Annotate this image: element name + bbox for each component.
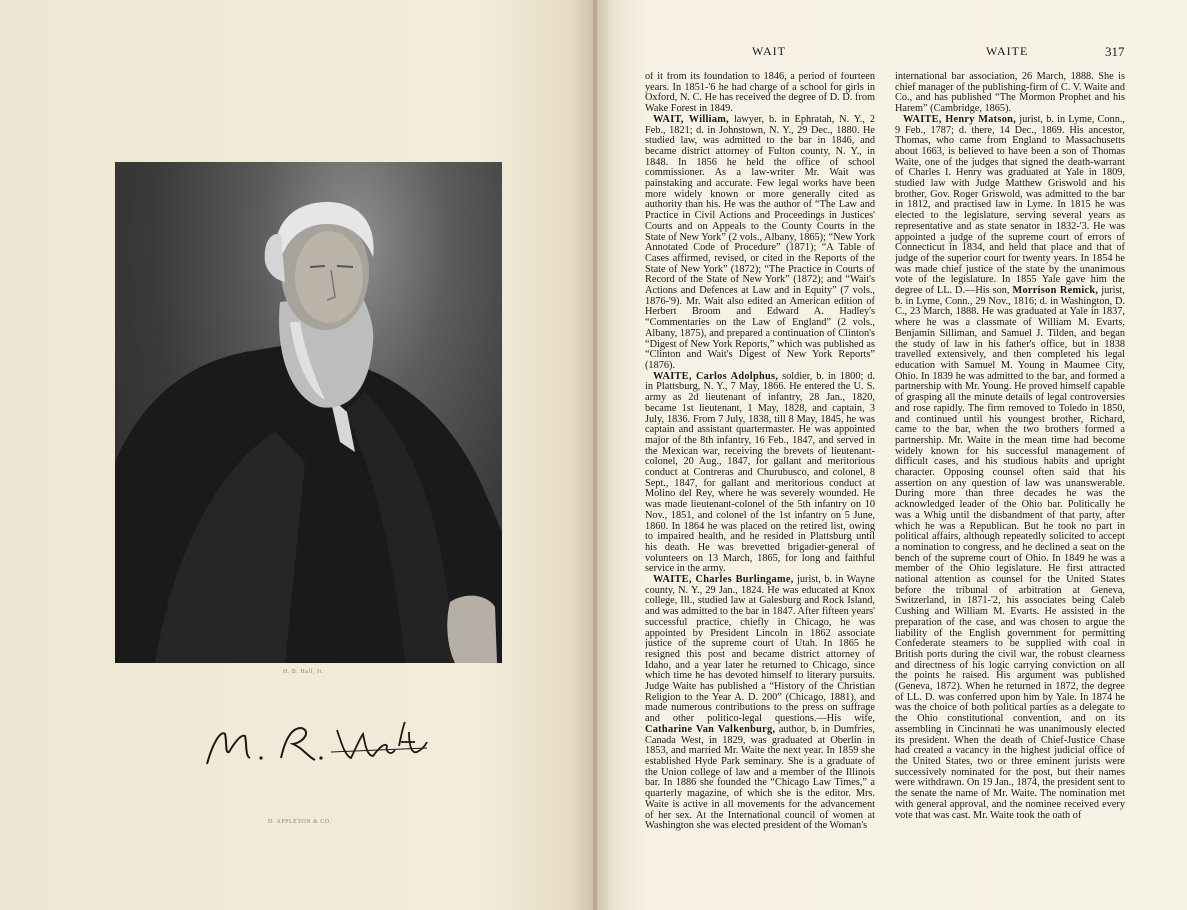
entry-headword: Catharine Van Valkenburg, — [645, 723, 776, 735]
signature — [195, 712, 435, 787]
publisher-credit: D. APPLETON & CO. — [268, 819, 332, 825]
running-head-left: WAIT — [752, 44, 786, 58]
entry-headword: WAITE, Carlos Adolphus, — [653, 370, 779, 382]
entry-text: international bar association, 26 March, 1888. She is chief manager of the publishing-firm of C. V. Waite and Co., and has published “The Mormon Prophet and his Harem” (Cambridge, 1865). — [895, 72, 1125, 115]
entry-text: soldier, b. in 1800; d. in Plattsburg, N. Y., 7 May, 1866. He entered the U. S. army as 2d lieutenant of infantry, 28 Jan., 1820, became 1st lieutenant, 1 May, 1828, and captain, 3 July, 1836. From 7 July, 1838, till 8 May, 1845, he was captain and assistant quartermaster. He was appointed major of the 8th infantry, 16 Feb., 1847, and served in the Mexican war, receiving the brevets of lieutenant-colonel, 20 Aug., 1847, for gallant and meritorious conduct at Contreras and Churubusco, and colonel, 8 Sept., 1847, for gallant and meritorious conduct at Molino del Rey, where he was severely wounded. He was made lieutenant-colonel of the 5th infantry on 10 Nov., 1851, and colonel of the 1st infantry on 5 June, 1860. In 1864 he was placed on the retired list, owing to impaired health, and he resided in Plattsburg until his death. He was brevetted brigadier-general of volunteers on 13 March, 1865, for long and faithful service in the army. — [645, 370, 875, 575]
engraver-credit: H. B. Hall, Jr. — [283, 669, 324, 675]
entry-headword: WAIT, William, — [653, 113, 730, 125]
entry-paragraph — [645, 115, 875, 372]
entry-headword: WAITE, Henry Matson, — [903, 113, 1017, 125]
entry-text: author, b. in Dumfries, Canada West, in 1829, was graduated at Oberlin in 1853, and married Mr. Waite the next year. In 1859 she established Hyde Park seminary. She is a graduate of the Union college of law and a member of the Illinois bar. In 1886 she founded the “Chicago Law Times,” a quarterly magazine, of which she is the editor. Mrs. Waite is active in all movements for the advancement of her sex. At the International council of women at Washington she was elected president of the Woman's — [645, 723, 875, 832]
page-number: 317 — [1105, 44, 1125, 59]
entry-text: jurist, b. in Wayne county, N. Y., 29 Jan., 1824. He was educated at Knox college, Ill., studied law at Galesburg and Rock Island, and was admitted to the bar in 1847. After fifteen years' successful practice, chiefly in Chicago, he was appointed by President Lincoln in 1862 associate justice of the supreme court of Utah. In 1865 he resigned this post and became district attorney of Idaho, and a year later he returned to Chicago, since which time he has devoted himself to literary pursuits. Judge Waite has published a “History of the Christian Religion to the Year A. D. 200” (Chicago, 1881), and made numerous contributions to the press on suffrage and other politico-legal questions.—His wife, — [645, 574, 875, 725]
entry-text: lawyer, b. in Ephratah, N. Y., 2 Feb., 1821; d. in Johnstown, N. Y., 29 Dec., 1880. He studied law, was admitted to the bar in 1846, and became district attorney of Fulton county, N. Y., in 1848. In 1856 he held the office of school commissioner. As a law-writer Mr. Wait was painstaking and accurate. Few legal works have been more widely known or more generally cited as authority than his. He was the author of “The Law and Practice in Civil Actions and Proceedings in Justices' Courts and on Appeals to the County Courts in the State of New York” (2 vols., Albany, 1865); “New York Annotated Code of Procedure” (1871); “A Table of Cases affirmed, revised, or cited in the Reports of the State of New York” (1872); “The Practice in Courts of Record of the State of New York” (1872); and “Wait's Actions and Defences at Law and in Equity” (7 vols., 1876-'9). Mr. Wait also edited an American edition of Herbert Broom and Edward A. Hadley's “Commentaries on the Law of England” (2 vols., Albany, 1875), and prepared a continuation of Clinton's “Digest of New York Reports,” which was published as “Clinton and Wait's Digest of New York Reports” (1876). — [645, 113, 875, 371]
entry-paragraph — [895, 72, 1125, 115]
entry-headword: Morrison Remick, — [1012, 285, 1099, 297]
text-column-2 — [895, 72, 1125, 842]
entry-text: jurist, b. in Lyme, Conn., 29 Nov., 1816; d. in Washington, D. C., 23 March, 1888. He was graduated at Yale in 1837, where he was a classmate of William M. Evarts, Benjamin Silliman, and Samuel J. Tilden, and began the study of law in his father's office, but in 1838 travelled extensively, and then completed his legal education with Samuel M. Young in Maumee City, Ohio. In 1839 he was admitted to the bar, and formed a partnership with Mr. Young. He proved himself capable of grasping all the minute details of legal controversies and rose rapidly. The firm removed to Toledo in 1850, and continued until his youngest brother, Richard, came to the bar, when the two brothers formed a partnership. Mr. Waite in the mean time had become widely known for his successful management of difficult cases, and his studious habits and upright character. Opposing counsel often said that his assertion on any question of law was unanswerable. During more than three decades he was the acknowledged leader of the Ohio bar. Politically he was a Whig until the disbandment of that party, after which he was a Republican. But he took no part in political affairs, although repeatedly solicited to accept a nomination to congress, and he declined a seat on the bench of the supreme court of Ohio. In 1849 he was a member of the Ohio legislature. He first attracted national attention as counsel for the United States before the tribunal of arbitration at Geneva, Switzerland, in 1871-'2, his associates being Caleb Cushing and William M. Evarts. He assisted in the preparation of the case, and was chosen to argue the liability of the English government for permitting Confederate steamers to be supplied with coal in British ports during the civil war, the robust clearness and directness of his logic carrying conviction on all the points he raised. His argument was published (Geneva, 1872). When he returned in 1872, the degree of LL. D. was conferred upon him by Yale. In 1874 he was the choice of both political parties as a delegate to the Ohio constitutional convention, and on its assembling in Cincinnati he was unanimously elected its president. When the death of Chief-Justice Chase had created a vacancy in the highest judicial office of the United States, two or three eminent jurists were successively nominated for the post, but their names were withdrawn. On 19 Jan., 1874, the president sent to the senate the name of Mr. Waite. The nomination met with general approval, and the nominee received every vote that was cast. Mr. Waite took the oath of — [895, 285, 1125, 821]
running-head-right: WAITE — [986, 44, 1029, 58]
entry-text: jurist, b. in Lyme, Conn., 9 Feb., 1787; d. there, 14 Dec., 1869. His ancestor, Thomas, who came from England to Massachusetts about 1663, is believed to have been a son of Thomas Waite, one of the judges that signed the death-warrant of Charles I. Henry was graduated at Yale in 1809, studied law with Judge Matthew Griswold and his brother, Gov. Roger Griswold, was admitted to the bar in 1812, and practised law in Lyme. In 1815 he was elected to the legislature, serving several years as representative and as state senator in 1832-'3. He was appointed a judge of the supreme court of errors of Connecticut in 1834, and held that place and that of judge of the superior court for twenty years. In 1854 he was made chief justice of the state by the unanimous vote of the legislature. In 1855 Yale gave him the degree of LL. D.—His son, — [895, 113, 1125, 297]
entry-paragraph — [645, 72, 875, 115]
entry-text: of it from its foundation to 1846, a period of fourteen years. In 1851-'6 he had charge of a school for girls in Oxford, N. C. He has received the degree of D. D. from Wake Forest in 1849. — [645, 72, 875, 115]
entry-headword: WAITE, Charles Burlingame, — [653, 574, 794, 586]
engraved-portrait — [115, 162, 502, 663]
entry-paragraph — [645, 372, 875, 575]
entry-paragraph — [895, 115, 1125, 821]
entry-paragraph — [645, 575, 875, 832]
text-column-1 — [645, 72, 875, 842]
